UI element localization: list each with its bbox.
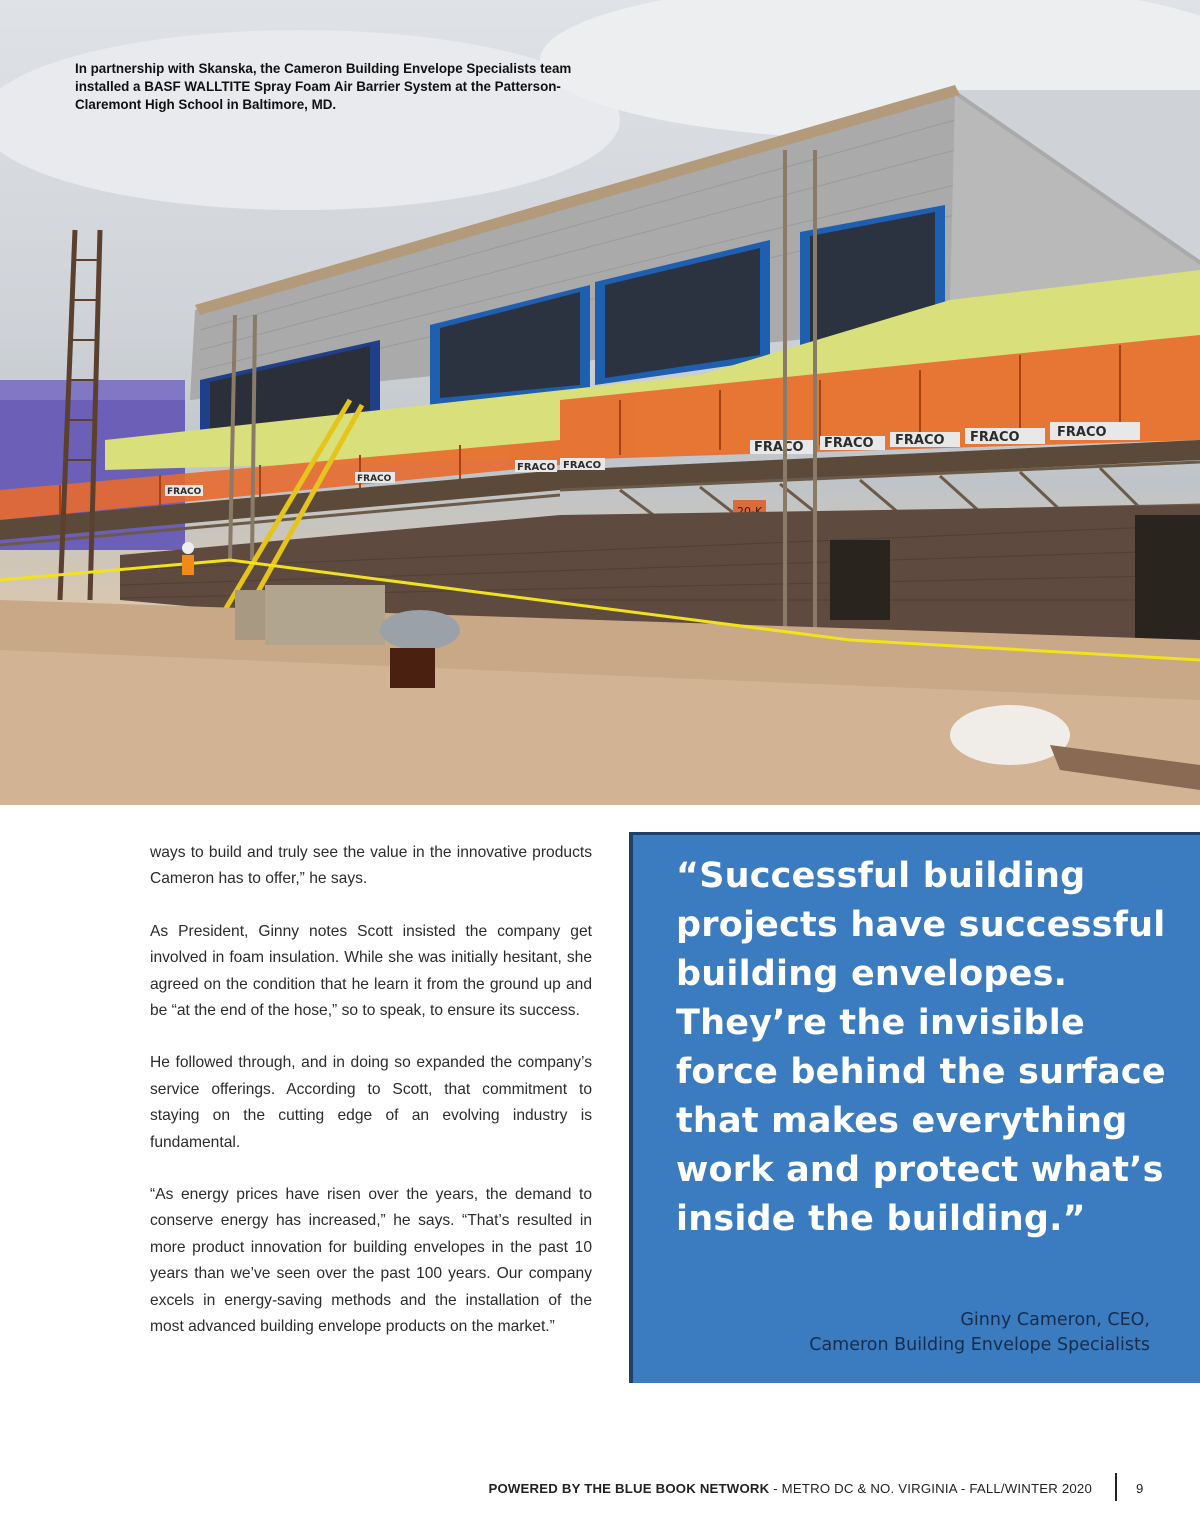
article-body — [150, 840, 592, 1367]
scaffold-label — [1050, 422, 1140, 440]
page-footer — [488, 1479, 1092, 1499]
footer-divider — [1115, 1473, 1117, 1501]
article-paragraph: He followed through, and in doing so expanded the company’s service offerings. According to Scott, that commitment to staying on the cutting edge of an evolving industry is fundamental. — [150, 1054, 592, 1151]
svg-text:FRACO: FRACO — [167, 487, 202, 497]
tag-label: 20-K — [737, 505, 763, 518]
material-bag — [950, 705, 1070, 765]
attribution-name: Ginny Cameron, CEO, — [960, 1310, 1150, 1330]
scaffold-label — [890, 432, 960, 448]
pull-quote-text: “Successful building projects have successful building envelopes. They’re the invisible force behind the surface that makes everything work and protect what’s inside the building.” — [676, 856, 1166, 1239]
scaffold-label — [515, 460, 557, 473]
article-paragraph: ways to build and truly see the value in the innovative products Cameron has to offer,” he says. — [150, 844, 592, 888]
barrel — [390, 648, 435, 688]
scaffold-label — [560, 458, 605, 471]
page-number: 9 — [1136, 1481, 1144, 1496]
photo-caption: In partnership with Skanska, the Cameron Building Envelope Specialists team installed a BASF WALLTITE Spray Foam Air Barrier System at the Patterson-Claremont High School in Baltimore, MD. — [75, 61, 572, 112]
footer-network: POWERED BY THE BLUE BOOK NETWORK — [488, 1481, 770, 1496]
tarp-bundle — [380, 610, 460, 650]
pull-quote-attribution — [809, 1308, 1150, 1358]
svg-text:FRACO: FRACO — [517, 462, 556, 473]
attribution-company: Cameron Building Envelope Specialists — [809, 1335, 1150, 1355]
svg-text:FRACO: FRACO — [1057, 425, 1107, 440]
scaffold-label — [750, 440, 815, 455]
footer-details: - METRO DC & NO. VIRGINIA - FALL/WINTER 2020 — [769, 1481, 1092, 1496]
svg-text:FRACO: FRACO — [970, 430, 1020, 445]
scaffold-label — [820, 436, 885, 451]
svg-text:FRACO: FRACO — [357, 474, 392, 484]
scaffold-label — [355, 472, 395, 484]
svg-text:FRACO: FRACO — [563, 460, 602, 471]
scaffold-label — [165, 485, 203, 497]
worker — [182, 555, 194, 575]
block-pallet — [265, 585, 385, 645]
svg-text:FRACO: FRACO — [895, 433, 945, 448]
svg-text:FRACO: FRACO — [754, 440, 804, 455]
scaffold-label — [965, 428, 1045, 445]
pull-quote — [629, 832, 1200, 1383]
article-paragraph: As President, Ginny notes Scott insisted the company get involved in foam insulation. While she was initially hesitant, she agreed on the condition that he learn it from the ground up and be “at the end of the hose,” so to speak, to ensure its success. — [150, 922, 592, 1020]
article-paragraph: “As energy prices have risen over the years, the demand to conserve energy has increased,” he says. “That’s resulted in more product innovation for building envelopes in the past 10 years than we’ve seen over the past 100 years. Our company excels in energy-saving methods and the installation of the most advanced building envelope products on the market.” — [150, 1186, 592, 1336]
svg-text:FRACO: FRACO — [824, 436, 874, 451]
